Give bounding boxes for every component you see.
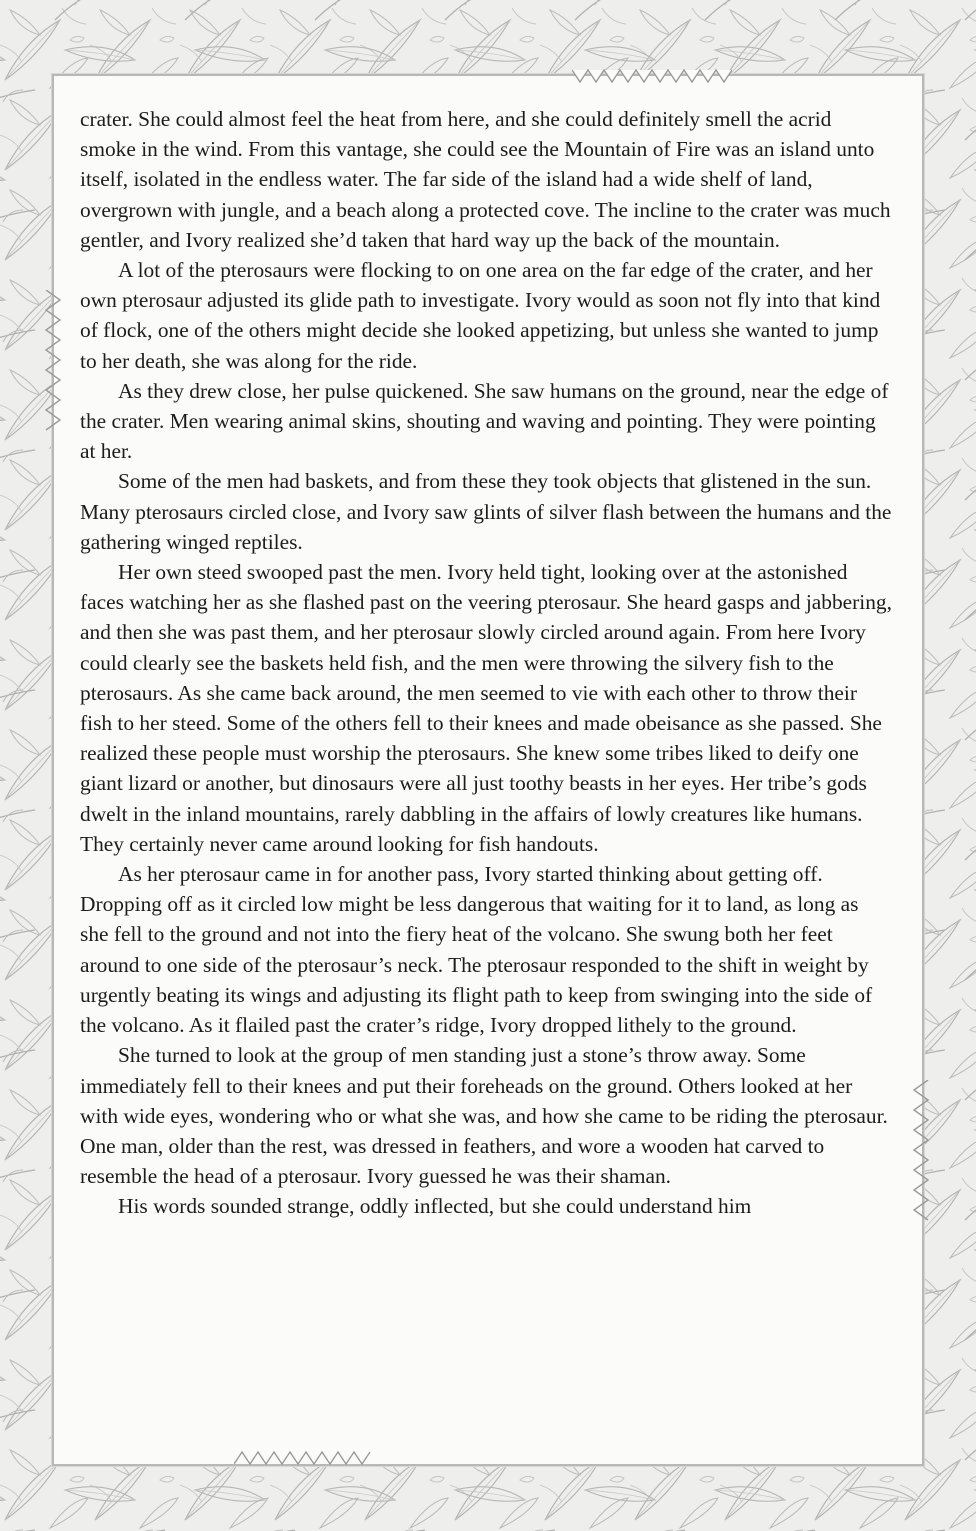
bottom-sawtooth-ornament xyxy=(234,1448,374,1468)
paragraph-3: As they drew close, her pulse quickened. She saw humans on the ground, near the edge of the crater. Men wearing animal skins, shouting and waving and pointing. They were pointing at her. xyxy=(80,378,889,464)
paragraph-8: His words sounded strange, oddly inflected, but she could understand him xyxy=(118,1194,752,1219)
paragraph-7: She turned to look at the group of men standing just a stone’s throw away. Some immediately fell to their knees and put their foreheads on the ground. Others looked at her with wide eyes, wondering who or what she was, and how she came to be riding the pterosaur. One man, older than the rest, was dressed in feathers, and wore a wooden hat carved to resemble the head of a pterosaur. Ivory guessed he was their shaman. xyxy=(80,1043,888,1189)
right-sawtooth-ornament xyxy=(906,1080,932,1230)
left-sawtooth-ornament xyxy=(42,290,68,440)
paragraph-2: A lot of the pterosaurs were flocking to on one area on the far edge of the crater, and her own pterosaur adjusted its glide path to investigate. Ivory would as soon not fly into that kind of flock, one of the others might decide she looked appetizing, but unless she wanted to jump to her death, she was along for the ride. xyxy=(80,258,881,373)
paragraph-4: Some of the men had baskets, and from these they took objects that glistened in the sun. Many pterosaurs circled close, and Ivory saw glints of silver flash between the humans and the gathering winged reptiles. xyxy=(80,469,892,554)
top-sawtooth-ornament xyxy=(572,66,732,86)
paragraph-5: Her own steed swooped past the men. Ivory held tight, looking over at the astonished faces watching her as she flashed past on the veering pterosaur. She heard gasps and jabbering, and then she was past them, and her pterosaur slowly circled around again. From here Ivory could clearly see the baskets held fish, and the men were throwing the silvery fish to the pterosaurs. As she came back around, the men seemed to vie with each other to throw their fish to her steed. Some of the others fell to their knees and made obeisance as she passed. She realized these people must worship the pterosaurs. She knew some tribes liked to deify one giant lizard or another, but dinosaurs were all just toothy beasts in her eyes. Her tribe’s gods dwelt in the inland mountains, rarely dabbling in the affairs of lowly creatures like humans. They certainly never came around looking for fish handouts. xyxy=(80,560,892,856)
paragraph-1: crater. She could almost feel the heat from here, and she could definitely smell the acrid smoke in the wind. From this vantage, she could see the Mountain of Fire was an island unto itself, isolated in the endless water. The far side of the island had a wide shelf of land, overgrown with jungle, and a beach along a protected cove. The incline to the crater was much gentler, and Ivory realized she’d taken that hard way up the back of the mountain. xyxy=(80,107,891,252)
paragraph-6: As her pterosaur came in for another pass, Ivory started thinking about getting off. Dropping off as it circled low might be less dangerous that waiting for it to land, as long as she fell to the ground and not into the fiery heat of the volcano. She swung both her feet around to one side of the pterosaur’s neck. The pterosaur responded to the shift in weight by urgently beating its wings and adjusting its flight path to keep from swinging into the side of the volcano. As it flailed past the crater’s ridge, Ivory dropped lithely to the ground. xyxy=(80,862,873,1038)
story-text xyxy=(80,104,892,1222)
